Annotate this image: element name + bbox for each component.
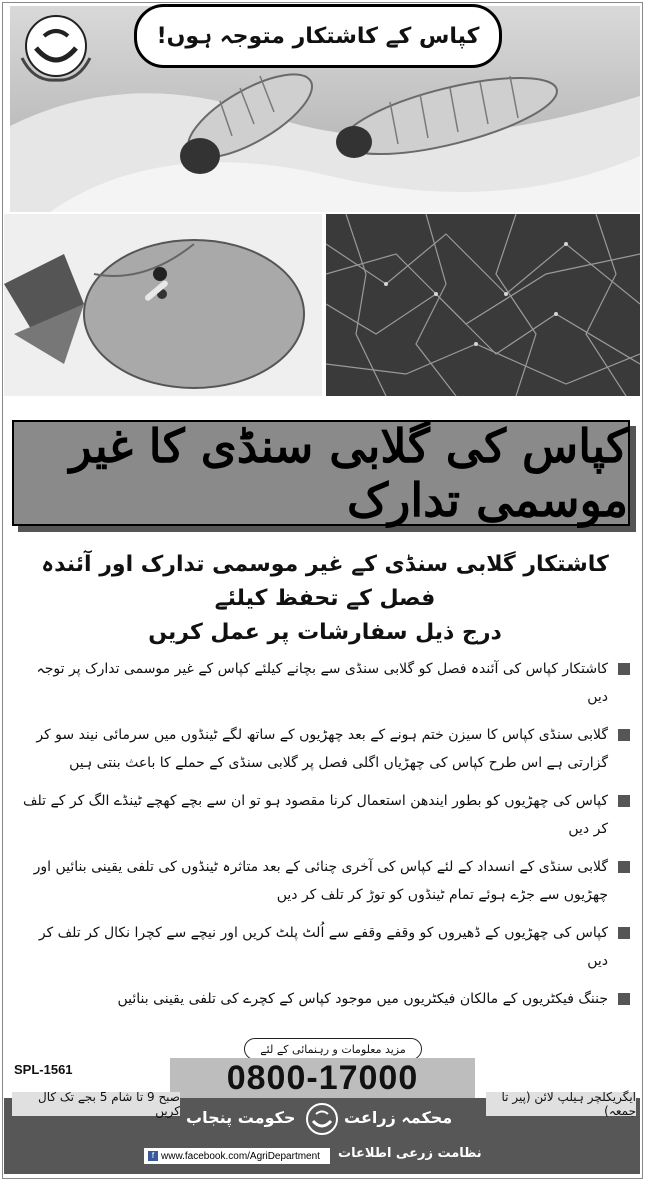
square-bullet-icon [618,729,630,741]
list-item [14,853,634,909]
square-bullet-icon [618,795,630,807]
square-bullet-icon [618,993,630,1005]
list-item-text: کاشتکار کپاس کی آئندہ فصل کو گلابی سنڈی سے بچانے کیلئے کپاس کے غیر موسمی تدارک پر توجہ دیں [36,661,608,705]
list-item [14,787,634,843]
more-info-label: مزید معلومات و رہنمائی کے لئے [244,1038,422,1060]
list-item [14,919,634,975]
intro-text [40,548,610,650]
intro-line-1: کاشتکار گلابی سنڈی کے غیر موسمی تدارک اور آئندہ فصل کے تحفظ کیلئے [41,552,609,611]
helpline-label: ایگریکلچر ہیلپ لائن (پیر تا جمعہ) [486,1092,636,1116]
list-item [14,655,634,711]
recommendations-list [14,655,634,1023]
government-name: حکومت پنجاب [186,1108,296,1127]
square-bullet-icon [618,927,630,939]
facebook-icon: f [148,1151,158,1161]
punjab-logo [14,8,98,86]
square-bullet-icon [618,861,630,873]
list-item [14,985,634,1013]
helpline-phone-number[interactable]: 0800-17000 [170,1058,475,1098]
attention-heading: کپاس کے کاشتکار متوجہ ہوں! [134,4,502,68]
list-item-text: جننگ فیکٹریوں کے مالکان فیکٹریوں میں موجود کپاس کے کچرے کی تلفی یقینی بنائیں [117,991,608,1007]
square-bullet-icon [618,663,630,675]
call-hours: صبح 9 تا شام 5 بجے تک کال کریں [12,1092,180,1116]
intro-line-2: درج ذیل سفارشات پر عمل کریں [148,620,502,645]
list-item-text: کپاس کی چھڑیوں کو بطور ایندھن استعمال کرنا مقصود ہو تو ان سے بچے کھچے ٹینڈے الگ کر کے تلف کر دیں [23,793,608,837]
government-emblem-icon [304,1101,340,1137]
list-item-text: کپاس کی چھڑیوں کے ڈھیروں کو وقفے وقفے سے اُلٹ پلٹ کریں اور نیچے سے کچرا نکال کر تلف کر دیں [38,925,608,969]
directorate-name: نظامت زرعی اطلاعات [338,1146,482,1161]
infested-boll-photo [4,214,322,396]
department-name: محکمہ زراعت [344,1108,453,1127]
list-item-text: گلابی سنڈی کے انسداد کے لئے کپاس کی آخری چنائی کے بعد متاثرہ ٹینڈوں کی تلفی یقینی بنائیں اور چھڑیوں سے جڑے ہوئے تمام ٹینڈوں کو توڑ کر تلف کر دیں [33,859,608,903]
list-item [14,721,634,777]
facebook-url[interactable]: www.facebook.com/AgriDepartment [161,1150,320,1162]
facebook-link[interactable] [144,1148,330,1164]
main-title-banner: کپاس کی گلابی سنڈی کا غیر موسمی تدارک [12,420,630,526]
cotton-sticks-field-photo [326,214,640,396]
spl-code: SPL-1561 [14,1062,73,1077]
list-item-text: گلابی سنڈی کپاس کا سیزن ختم ہونے کے بعد چھڑیوں کے ساتھ لگے ٹینڈوں میں سرمائی نیند سو کر گزارتی ہے اس طرح کپاس کی چھڑیاں اگلی فصل پر گلابی سنڈی کے حملے کا باعث بنتی ہیں [36,727,608,771]
